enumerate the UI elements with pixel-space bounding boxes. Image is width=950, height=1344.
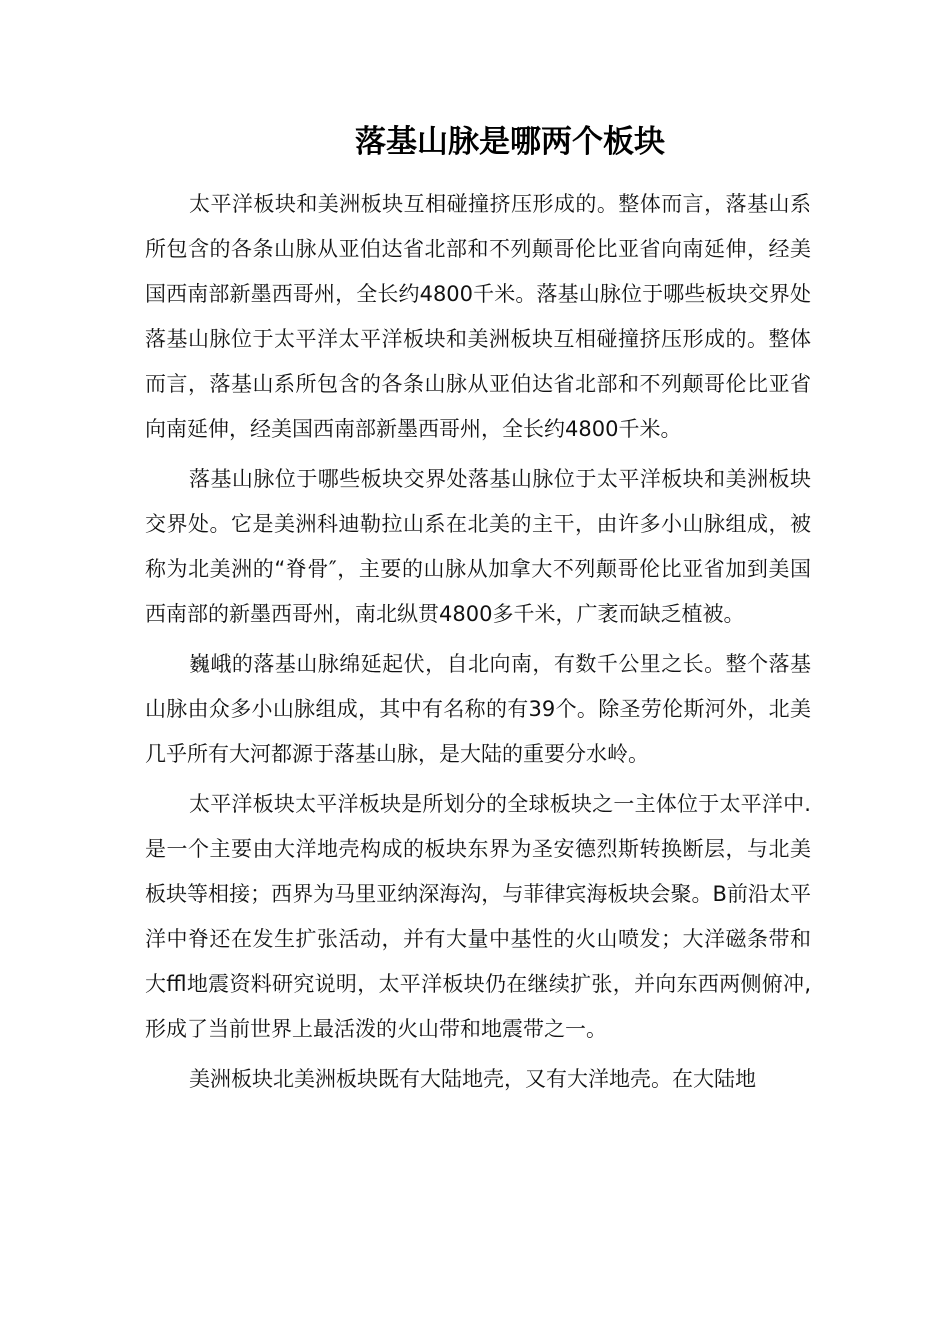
paragraph-5: 美洲板块北美洲板块既有大陆地壳，又有大洋地壳。在大陆地 [189,1067,756,1091]
document-body [145,182,811,1102]
paragraph-4: 太平洋板块太平洋板块是所划分的全球板块之一主体位于太平洋中.是一个主要由大洋地壳构成的板块东界为圣安德烈斯转换断层，与北美板块等相接；西界为马里亚纳深海沟，与菲律宾海板块会聚。B前沿太平洋中脊还在发生扩张活动，并有大量中基性的火山喷发；大洋磁条带和大ffl地震资料研究说明，太平洋板块仍在继续扩张，并向东西两侧俯冲,形成了当前世界上最活泼的火山带和地震带之一。 [145,792,811,1041]
paragraph-1: 太平洋板块和美洲板块互相碰撞挤压形成的。整体而言，落基山系所包含的各条山脉从亚伯达省北部和不列颠哥伦比亚省向南延伸，经美国西南部新墨西哥州，全长约4800千米。落基山脉位于哪些板块交界处落基山脉位于太平洋太平洋板块和美洲板块互相碰撞挤压形成的。整体而言，落基山系所包含的各条山脉从亚伯达省北部和不列颠哥伦比亚省向南延伸，经美国西南部新墨西哥州，全长约4800千米。 [145,192,811,441]
paragraph-2: 落基山脉位于哪些板块交界处落基山脉位于太平洋板块和美洲板块交界处。它是美洲科迪勒拉山系在北美的主干，由许多小山脉组成，被称为北美洲的“脊骨″，主要的山脉从加拿大不列颠哥伦比亚省加到美国西南部的新墨西哥州，南北纵贯4800多千米，广袤而缺乏植被。 [145,467,811,626]
document-title: 落基山脉是哪两个板块 [355,124,665,160]
paragraph-3: 巍峨的落基山脉绵延起伏，自北向南，有数千公里之长。整个落基山脉由众多小山脉组成，其中有名称的有39个。除圣劳伦斯河外，北美几乎所有大河都源于落基山脉，是大陆的重要分水岭。 [145,652,811,766]
